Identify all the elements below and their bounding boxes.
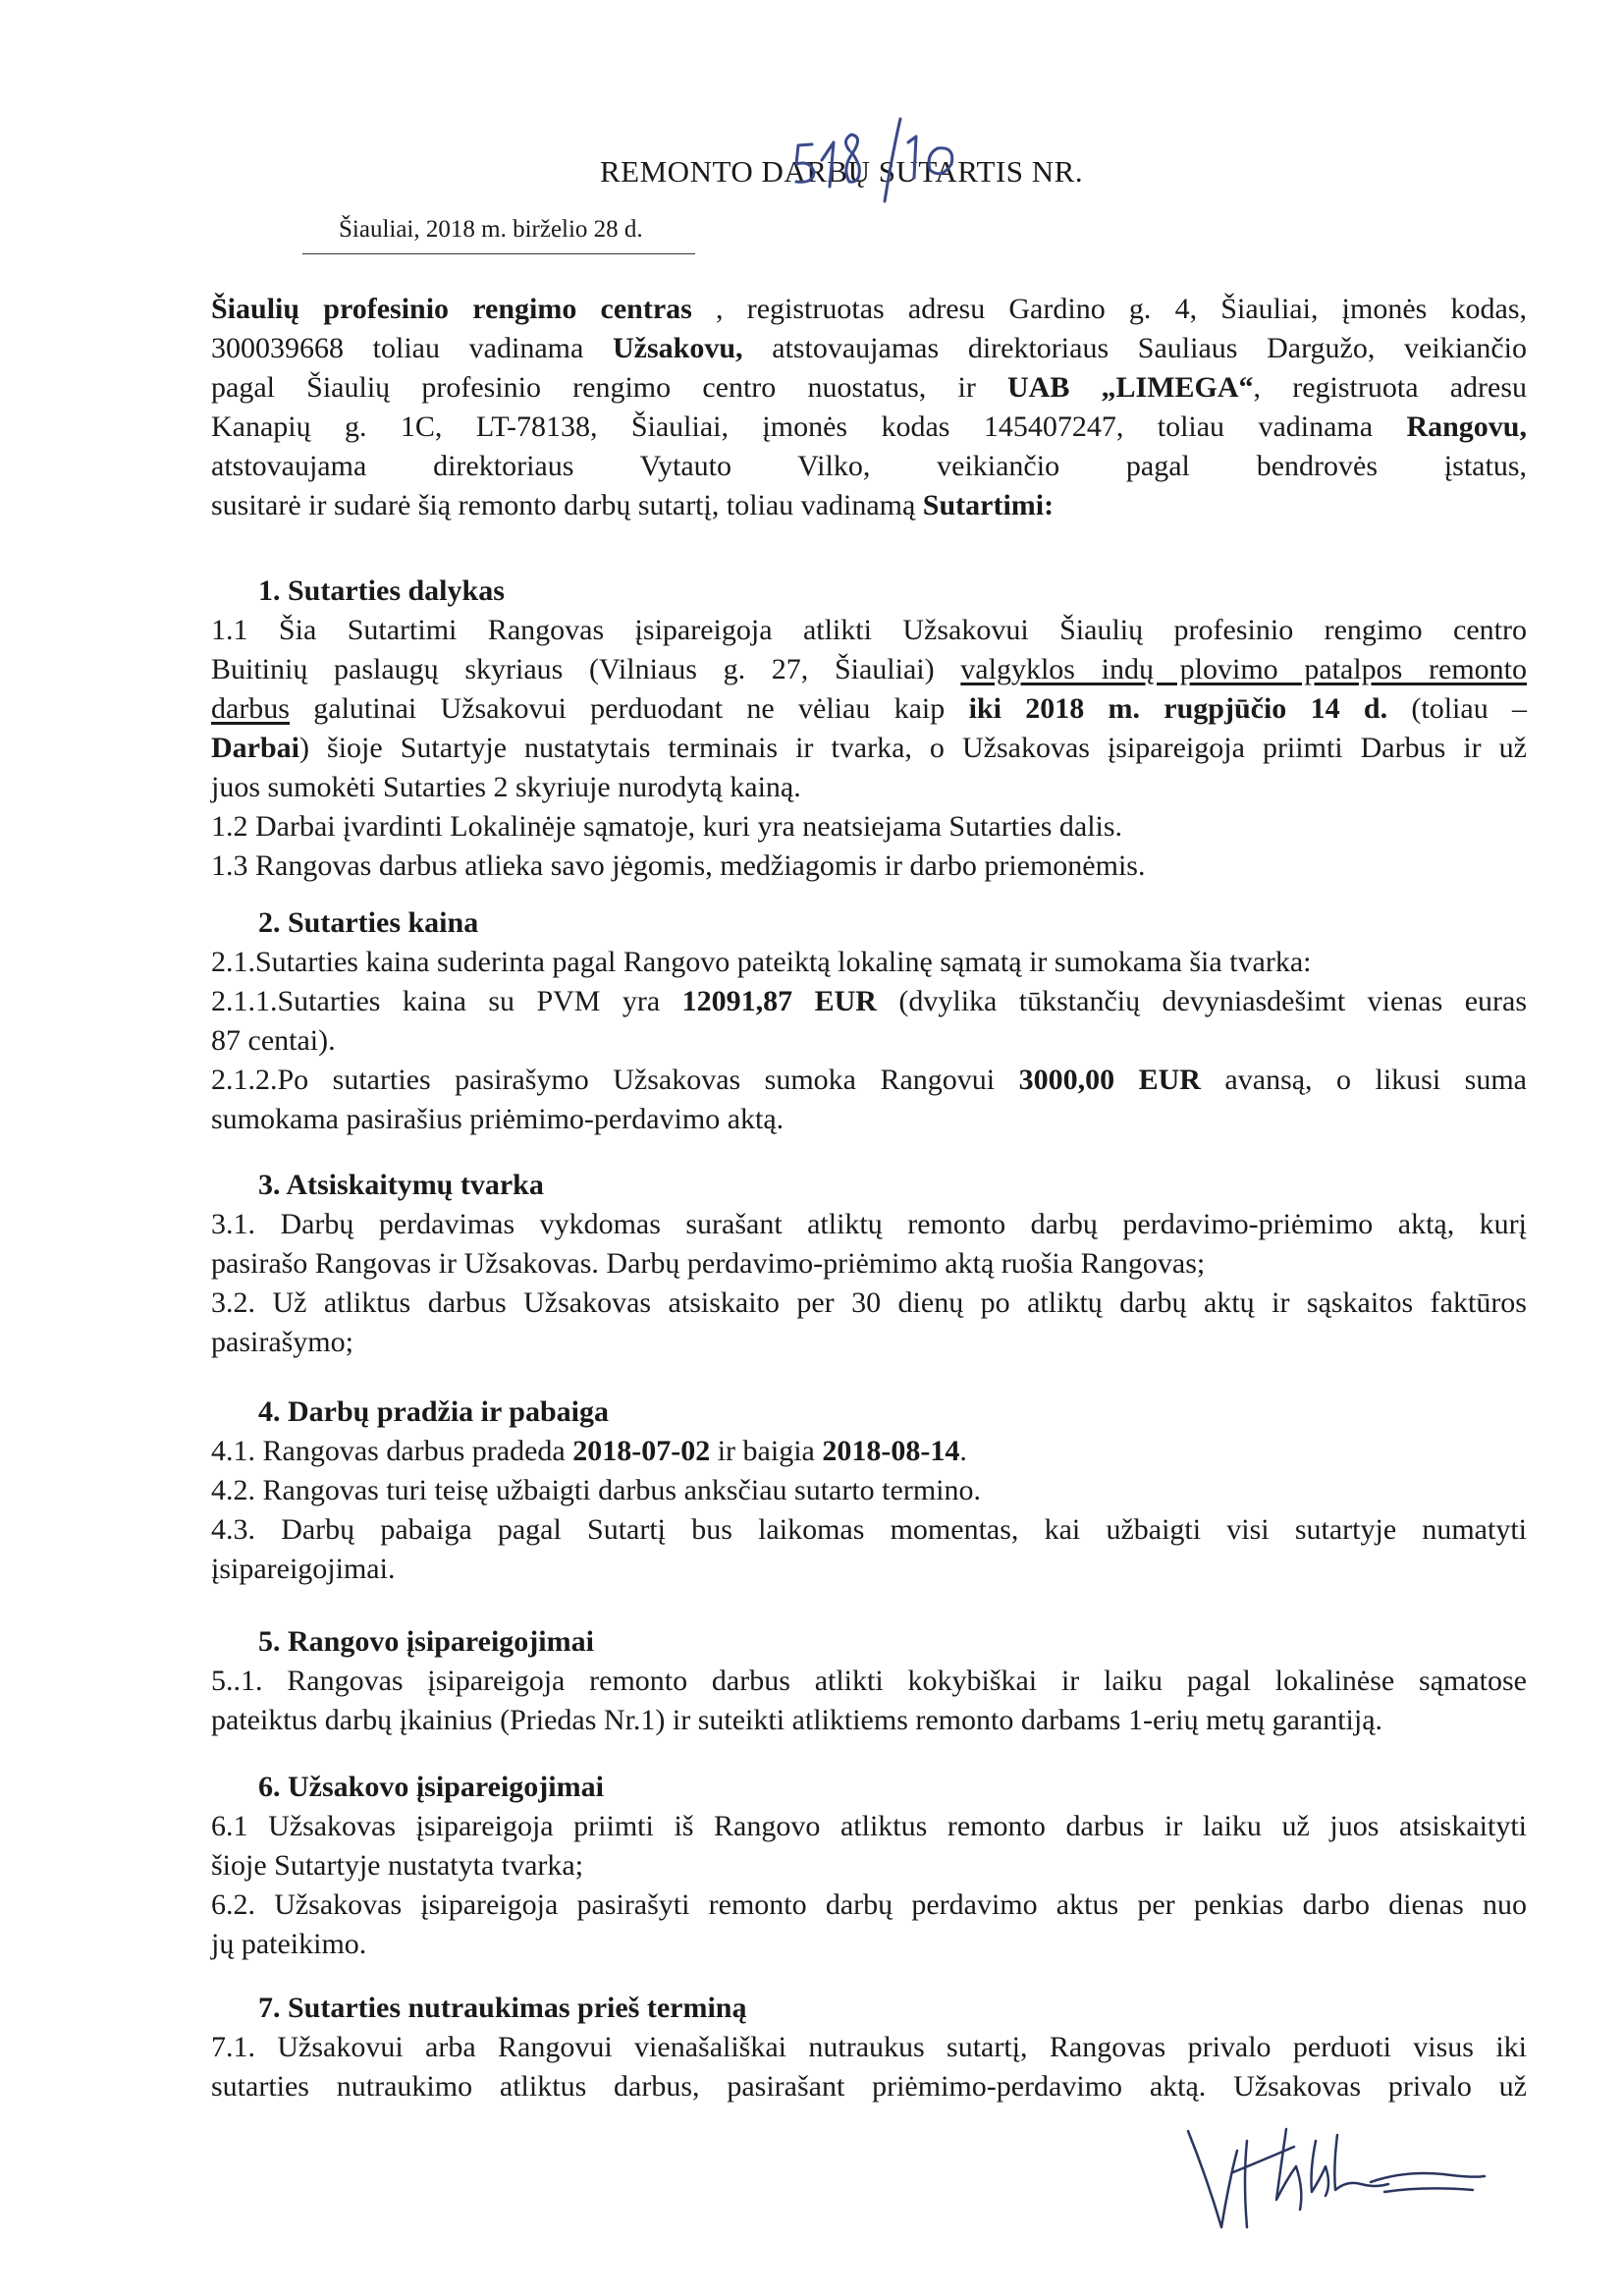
- clause-text: ir baigia: [710, 1435, 823, 1467]
- date-underline: [302, 253, 695, 254]
- intro-text: atstovaujama direktoriaus Vytauto Vilko, veikiančio pagal bendrovės įstatus,: [211, 450, 1527, 482]
- section-6: [211, 1768, 1527, 1964]
- section-title: 3. Atsiskaitymų tvarka: [258, 1169, 544, 1201]
- clause-text: Buitinių paslaugų skyriaus (Vilniaus g. 27, Šiauliai): [211, 653, 961, 685]
- section-title: 7. Sutarties nutraukimas prieš terminą: [258, 1992, 747, 2024]
- intro-text: Kanapių g. 1C, LT-78138, Šiauliai, įmonės kodas 145407247, toliau vadinama: [211, 410, 1407, 443]
- intro-text: susitarė ir sudarė šią remonto darbų sutartį, toliau vadinamą: [211, 489, 923, 521]
- clause-text: 1.3 Rangovas darbus atlieka savo jėgomis, medžiagomis ir darbo priemonėmis.: [211, 849, 1146, 882]
- clause-text: 1.2 Darbai įvardinti Lokalinėje sąmatoje, kuri yra neatsiejama Sutarties dalis.: [211, 810, 1123, 843]
- section-5: [211, 1622, 1527, 1740]
- section-title: 5. Rangovo įsipareigojimai: [258, 1625, 594, 1658]
- clause-text: pasirašymo;: [211, 1326, 353, 1358]
- section-4: [211, 1393, 1527, 1589]
- intro-text: , registruotas adresu Gardino g. 4, Šiauliai, įmonės kodas,: [691, 293, 1527, 325]
- clause-text: ) šioje Sutartyje nustatytais terminais ir tvarka, o Užsakovas įsipareigoja priimti Darbus ir už: [299, 732, 1527, 764]
- work-object: valgyklos indų plovimo patalpos remonto: [960, 653, 1527, 685]
- section-3: [211, 1166, 1527, 1362]
- intro-text: , registruota adresu: [1253, 371, 1528, 404]
- intro-paragraph: [211, 290, 1527, 525]
- clause-text: avansą, o likusi suma: [1200, 1064, 1527, 1096]
- handwritten-contract-number: [790, 113, 997, 206]
- intro-text: pagal Šiaulių profesinio rengimo centro nuostatus, ir: [211, 371, 1007, 404]
- end-date: 2018-08-14: [822, 1435, 960, 1467]
- section-title: 1. Sutarties dalykas: [258, 574, 505, 607]
- contractor-role: Rangovu,: [1406, 410, 1527, 443]
- clause-text: šioje Sutartyje nustatyta tvarka;: [211, 1849, 584, 1882]
- clause-text: 5..1. Rangovas įsipareigoja remonto darbus atlikti kokybiškai ir laiku pagal lokalinėse sąmatose: [211, 1665, 1527, 1697]
- clause-text: 4.3. Darbų pabaiga pagal Sutartį bus laikomas momentas, kai užbaigti visi sutartyje numatyti: [211, 1513, 1527, 1546]
- clause-text: įsipareigojimai.: [211, 1553, 396, 1585]
- clause-text: (dvylika tūkstančių devyniasdešimt vienas euras: [876, 985, 1527, 1017]
- intro-text: atstovaujamas direktoriaus Sauliaus Dargužo, veikiančio: [742, 332, 1528, 364]
- clause-text: pateiktus darbų įkainius (Priedas Nr.1) ir suteikti atliktiems remonto darbams 1-erių metų garantiją.: [211, 1704, 1383, 1736]
- place-and-date: Šiauliai, 2018 m. birželio 28 d.: [339, 216, 643, 243]
- contractor-name: UAB „LIMEGA“: [1007, 371, 1254, 404]
- clause-text: jų pateikimo.: [211, 1928, 367, 1960]
- clause-text: pasirašo Rangovas ir Užsakovas. Darbų perdavimo-priėmimo aktą ruošia Rangovas;: [211, 1247, 1206, 1280]
- clause-text: (toliau –: [1387, 692, 1527, 725]
- document-title: REMONTO DARBŲ SUTARTIS NR.: [600, 154, 1084, 189]
- clause-text: 1.1 Šia Sutartimi Rangovas įsipareigoja atlikti Užsakovui Šiaulių profesinio rengimo centro: [211, 614, 1527, 646]
- clause-text: 4.2. Rangovas turi teisę užbaigti darbus anksčiau sutarto termino.: [211, 1474, 981, 1506]
- contract-term: Sutartimi:: [922, 489, 1055, 521]
- clause-text: sutarties nutraukimo atliktus darbus, pasirašant priėmimo-perdavimo aktą. Užsakovas privalo už: [211, 2070, 1527, 2103]
- client-name: Šiaulių profesinio rengimo centras: [211, 293, 692, 325]
- section-1: [211, 572, 1527, 886]
- section-title: 6. Užsakovo įsipareigojimai: [258, 1771, 604, 1803]
- clause-text: 6.1 Užsakovas įsipareigoja priimti iš Rangovo atliktus remonto darbus ir laiku už juos atsiskaityti: [211, 1810, 1527, 1842]
- clause-text: galutinai Užsakovui perduodant ne vėliau kaip: [289, 692, 969, 725]
- section-7: [211, 1989, 1527, 2106]
- intro-text: 300039668 toliau vadinama: [211, 332, 613, 364]
- clause-text: 87 centai).: [211, 1024, 336, 1057]
- handwritten-signature: [1178, 2111, 1492, 2244]
- clause-text: 2.1.Sutarties kaina suderinta pagal Rangovo pateiktą lokalinę sąmatą ir sumokama šia tvarka:: [211, 946, 1312, 978]
- clause-text: juos sumokėti Sutarties 2 skyriuje nurodytą kainą.: [211, 771, 801, 803]
- clause-text: .: [959, 1435, 967, 1467]
- clause-text: 7.1. Užsakovui arba Rangovui vienašališkai nutraukus sutartį, Rangovas privalo perduoti visus iki: [211, 2031, 1527, 2063]
- clause-text: 3.1. Darbų perdavimas vykdomas surašant atliktų remonto darbų perdavimo-priėmimo aktą, kurį: [211, 1208, 1527, 1240]
- clause-text: sumokama pasirašius priėmimo-perdavimo aktą.: [211, 1103, 785, 1135]
- clause-text: 3.2. Už atliktus darbus Užsakovas atsiskaito per 30 dienų po atliktų darbų aktų ir sąskaitos faktūros: [211, 1286, 1527, 1319]
- section-title: 2. Sutarties kaina: [258, 906, 479, 939]
- client-role: Užsakovu,: [612, 332, 743, 364]
- advance-amount: 3000,00 EUR: [1018, 1064, 1201, 1096]
- deadline: iki 2018 m. rugpjūčio 14 d.: [968, 692, 1388, 725]
- section-title: 4. Darbų pradžia ir pabaiga: [258, 1395, 609, 1428]
- start-date: 2018-07-02: [572, 1435, 711, 1467]
- clause-text: 2.1.2.Po sutarties pasirašymo Užsakovas sumoka Rangovui: [211, 1064, 1019, 1096]
- clause-text: 4.1. Rangovas darbus pradeda: [211, 1435, 573, 1467]
- work-object: darbus: [211, 692, 290, 725]
- term-darbai: Darbai: [211, 732, 299, 764]
- contract-price: 12091,87 EUR: [681, 985, 877, 1017]
- section-2: [211, 903, 1527, 1139]
- clause-text: 6.2. Užsakovas įsipareigoja pasirašyti remonto darbų perdavimo aktus per penkias darbo dienas nuo: [211, 1888, 1527, 1921]
- clause-text: 2.1.1.Sutarties kaina su PVM yra: [211, 985, 682, 1017]
